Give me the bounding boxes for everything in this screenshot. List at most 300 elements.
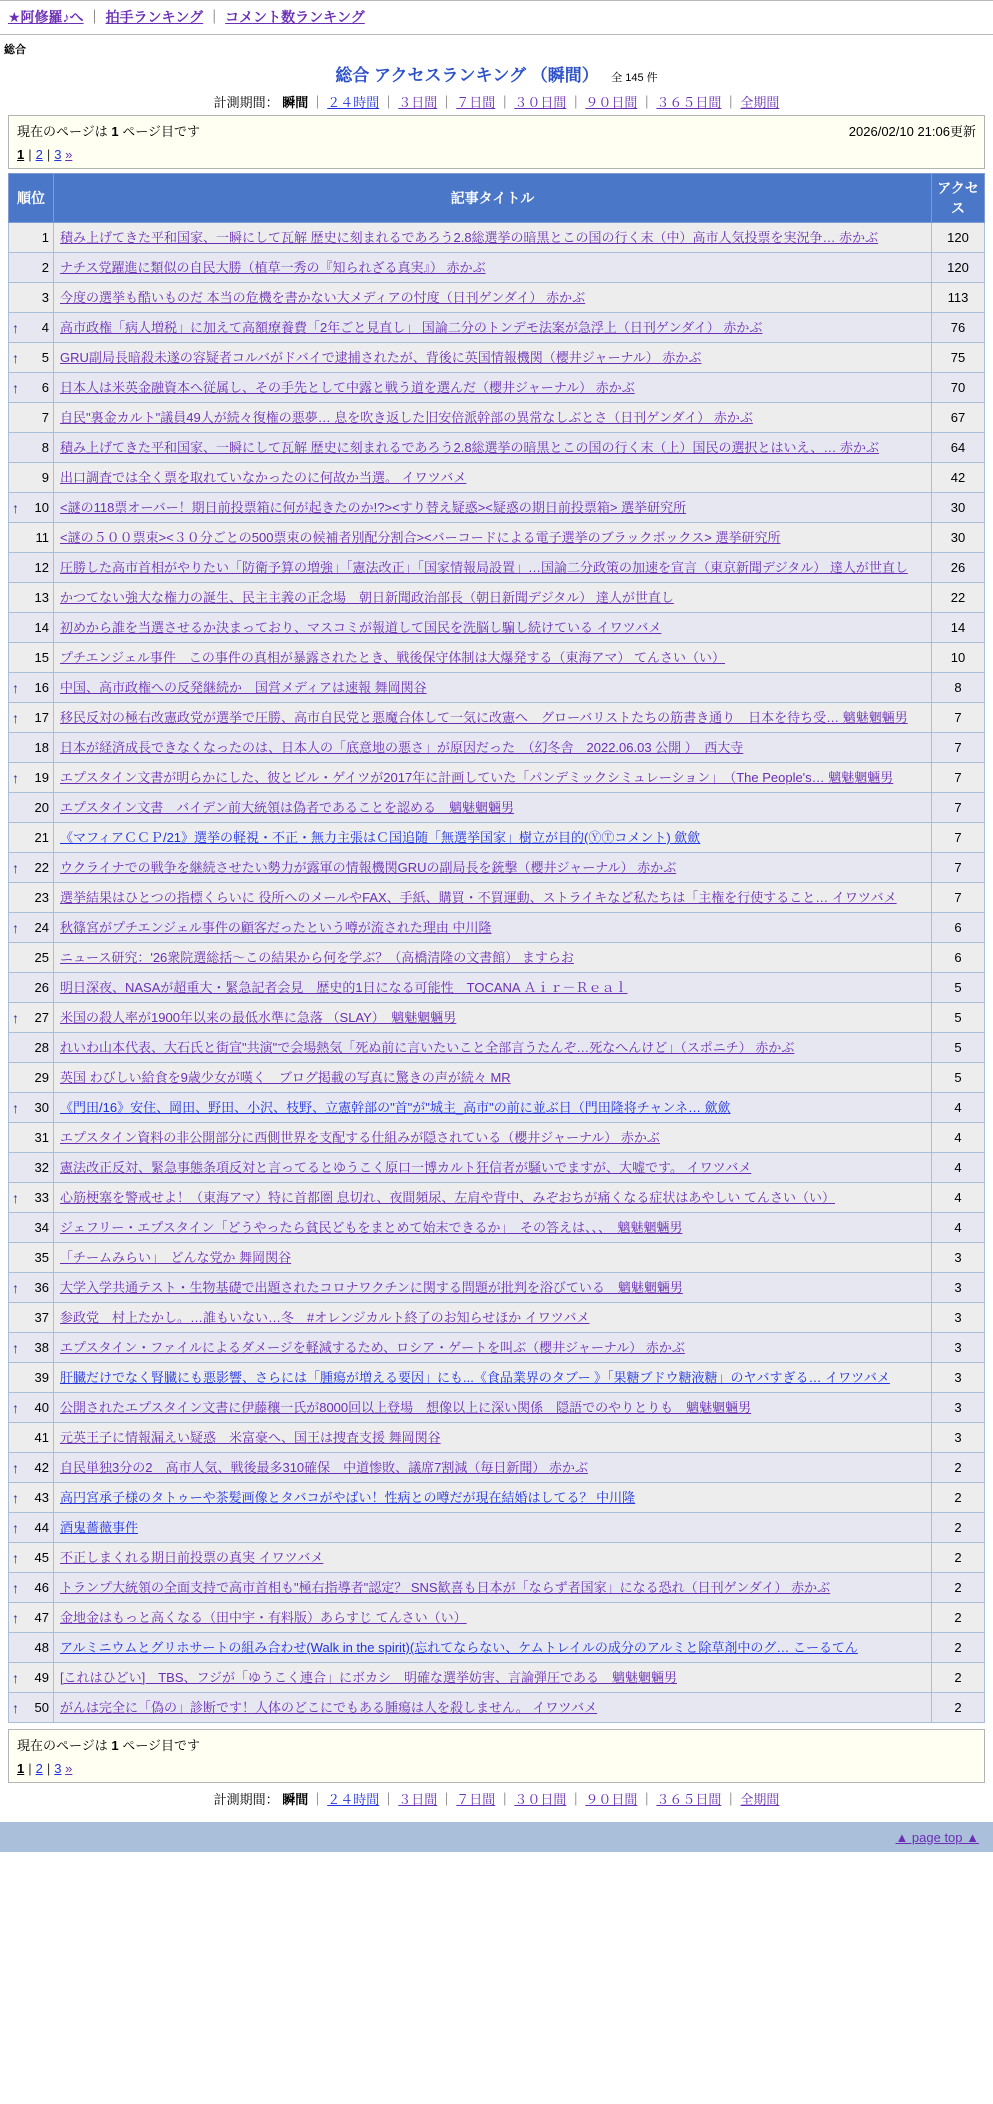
article-title-cell [54, 613, 932, 643]
table-row [9, 433, 985, 463]
access-count: 4 [932, 1213, 985, 1243]
article-link[interactable]: 選挙結果はひとつの指標くらいに 役所へのメールやFAX、手紙、購買・不買運動、ストライキなど私たちは「主権を行使すること… イワツバメ [60, 890, 897, 905]
table-row [9, 673, 985, 703]
rank-cell [9, 313, 54, 343]
article-title-cell [54, 853, 932, 883]
article-link[interactable]: 中国、高市政権への反発継続か 国営メディアは速報 舞岡関谷 [60, 680, 427, 695]
article-link[interactable]: ニュース研究：'26衆院選総括～この結果から何を学ぶ？（高橋清隆の文書館） ますらお [60, 950, 574, 965]
table-row [9, 733, 985, 763]
access-count: 120 [932, 223, 985, 253]
article-title-cell [54, 1393, 932, 1423]
rank-number: 31 [34, 1130, 49, 1145]
page-link[interactable]: 2 [35, 1761, 43, 1776]
next-page-link[interactable]: » [65, 147, 73, 162]
rank-up-icon: ↑ [12, 1669, 19, 1686]
article-title-cell [54, 1543, 932, 1573]
rank-number: 38 [34, 1340, 49, 1355]
rank-cell [9, 823, 54, 853]
top-nav-bar [0, 0, 993, 35]
table-row [9, 1393, 985, 1423]
article-link[interactable]: 肝臓だけでなく腎臓にも悪影響、さらには「腫瘍が増える要因」にも...《食品業界のタブー 》「果糖ブドウ糖液糖」のヤバすぎる… イワツバメ [60, 1370, 890, 1385]
table-row [9, 1183, 985, 1213]
rank-up-icon: ↑ [12, 1699, 19, 1716]
article-link[interactable]: ジェフリー・エプスタイン「どうやったら貧民どもをまとめて始末できるか」 その答えは、、、 魑魅魍魎男 [60, 1220, 683, 1235]
table-row [9, 1213, 985, 1243]
pagination-panel-top [8, 115, 985, 169]
access-count: 76 [932, 313, 985, 343]
rank-number: 45 [34, 1550, 49, 1565]
article-title-cell [54, 1093, 932, 1123]
rank-number: 8 [41, 440, 49, 455]
access-count: 2 [932, 1543, 985, 1573]
article-link[interactable]: ナチス党躍進に類似の自民大勝（植草一秀の『知られざる真実』） 赤かぶ [60, 260, 486, 275]
rank-number: 16 [34, 680, 49, 695]
period-separator: ｜ [498, 1792, 512, 1807]
article-link[interactable]: 圧勝した高市首相がやりたい「防衛予算の増強」「憲法改正」「国家情報局設置」…国論二分政策の加速を宣言（東京新聞デジタル） 達人が世直し [60, 560, 908, 575]
article-link[interactable]: 日本が経済成長できなくなったのは、日本人の「底意地の悪さ」が原因だった （幻冬舎 2022.06.03 公開 ） 西大寺 [60, 740, 744, 755]
period-separator: ｜ [311, 1792, 325, 1807]
period-label: 計測期間： [213, 95, 279, 110]
rank-cell [9, 643, 54, 673]
table-row [9, 973, 985, 1003]
article-title-cell [54, 373, 932, 403]
access-count: 22 [932, 583, 985, 613]
access-count: 4 [932, 1123, 985, 1153]
period-option[interactable]: ９０日間 [585, 1792, 638, 1807]
article-title-cell [54, 1243, 932, 1273]
table-row [9, 553, 985, 583]
rank-cell [9, 763, 54, 793]
table-row [9, 1603, 985, 1633]
page-link[interactable]: 3 [54, 1761, 62, 1776]
table-row [9, 913, 985, 943]
rank-number: 14 [34, 620, 49, 635]
article-link[interactable]: [これはひどい] TBS、フジが「ゆうこく連合」にボカシ 明確な選挙妨害、言論弾圧である 魑魅魍魎男 [60, 1670, 677, 1685]
nav-separator: ｜ [207, 9, 222, 25]
rank-cell [9, 403, 54, 433]
article-title-cell [54, 703, 932, 733]
article-link[interactable]: 酒鬼薔薇事件 [60, 1520, 139, 1535]
article-title-cell [54, 1033, 932, 1063]
rank-up-icon: ↑ [12, 1609, 19, 1626]
article-link[interactable]: アルミニウムとグリホサートの組み合わせ(Walk in the spirit)(忘れてならない、ケムトレイルの成分のアルミと除草剤中のグ… こーるてん [60, 1640, 858, 1655]
rank-number: 7 [41, 410, 49, 425]
rank-cell [9, 373, 54, 403]
rank-up-icon: ↑ [12, 499, 19, 516]
rank-number: 23 [34, 890, 49, 905]
period-option[interactable]: ３日間 [398, 1792, 438, 1807]
access-count: 8 [932, 673, 985, 703]
article-link[interactable]: 英国 わびしい給食を9歳少女が嘆く ブログ掲載の写真に驚きの声が続々 MR [60, 1070, 511, 1085]
article-title-cell [54, 1633, 932, 1663]
period-separator: ｜ [498, 95, 512, 110]
rank-cell [9, 913, 54, 943]
rank-up-icon: ↑ [12, 1519, 19, 1536]
rank-cell [9, 1453, 54, 1483]
table-row [9, 463, 985, 493]
article-title-cell [54, 493, 932, 523]
access-count: 3 [932, 1363, 985, 1393]
table-row [9, 1093, 985, 1123]
page-top-link[interactable]: ▲ page top ▲ [895, 1829, 979, 1845]
article-link[interactable]: GRU副局長暗殺未遂の容疑者コルバがドバイで逮捕されたが、背後に英国情報機関（櫻井ジャーナル） 赤かぶ [60, 350, 702, 365]
table-row [9, 763, 985, 793]
rank-number: 1 [41, 230, 49, 245]
article-link[interactable]: 積み上げてきた平和国家、一瞬にして瓦解 歴史に刻まれるであろう2.8総選挙の暗黒とこの国の行く末（上）国民の選択とはいえ、… 赤かぶ [60, 440, 879, 455]
table-row [9, 793, 985, 823]
period-option[interactable]: ３６５日間 [656, 1792, 722, 1807]
table-row [9, 1153, 985, 1183]
rank-number: 50 [34, 1700, 49, 1715]
rank-number: 6 [41, 380, 49, 395]
rank-number: 49 [34, 1670, 49, 1685]
rank-cell [9, 223, 54, 253]
access-count: 70 [932, 373, 985, 403]
period-option[interactable]: ２４時間 [327, 95, 380, 110]
rank-cell [9, 493, 54, 523]
rank-cell [9, 1033, 54, 1063]
pagination-links-bottom [17, 1761, 976, 1776]
rank-up-icon: ↑ [12, 1579, 19, 1596]
page-separator: | [46, 1761, 51, 1776]
rank-up-icon: ↑ [12, 679, 19, 696]
ranking-table [8, 173, 985, 1723]
table-row [9, 343, 985, 373]
rank-cell [9, 1423, 54, 1453]
article-title-cell [54, 523, 932, 553]
table-row [9, 493, 985, 523]
article-link[interactable]: 出口調査では全く票を取れていなかったのに何故か当選。 イワツバメ [60, 470, 467, 485]
period-separator: ｜ [569, 95, 583, 110]
article-title-cell [54, 1213, 932, 1243]
table-row [9, 823, 985, 853]
period-separator: ｜ [724, 95, 738, 110]
article-title-cell [54, 1423, 932, 1453]
access-count: 64 [932, 433, 985, 463]
article-title-cell [54, 1273, 932, 1303]
rank-number: 42 [34, 1460, 49, 1475]
page-top-bar [0, 1822, 993, 1852]
article-title-cell [54, 1063, 932, 1093]
page-info: 現在のページは 1 ページ目です [17, 1738, 200, 1753]
rank-cell [9, 283, 54, 313]
article-link[interactable]: 明日深夜、NASAが超重大・緊急記者会見 歴史的1日になる可能性 TOCANA Ａｉｒ－Ｒｅａｌ [60, 980, 628, 995]
rank-cell [9, 1363, 54, 1393]
rank-number: 12 [34, 560, 49, 575]
table-row [9, 853, 985, 883]
next-page-link[interactable]: » [65, 1761, 73, 1776]
article-link[interactable]: エプスタイン文書 バイデン前大統領は偽者であることを認める 魑魅魍魎男 [60, 800, 514, 815]
rank-number: 46 [34, 1580, 49, 1595]
rank-cell [9, 1513, 54, 1543]
article-title-cell [54, 283, 932, 313]
rank-up-icon: ↑ [12, 1339, 19, 1356]
page-title: 総合 アクセスランキング （瞬間） [335, 66, 599, 85]
rank-cell [9, 1333, 54, 1363]
table-row [9, 1693, 985, 1723]
rank-number: 11 [35, 530, 49, 545]
period-separator: ｜ [382, 95, 396, 110]
rank-cell [9, 1123, 54, 1153]
table-row [9, 583, 985, 613]
rank-up-icon: ↑ [12, 1459, 19, 1476]
article-link[interactable]: <謎の118票オーバー！期日前投票箱に何が起きたのか!?><すり替え疑惑><疑惑の期日前投票箱> 選挙研究所 [60, 500, 687, 515]
article-link[interactable]: 秋篠宮がプチエンジェル事件の顧客だったという噂が流された理由 中川隆 [60, 920, 492, 935]
column-header-access: アクセス [932, 174, 985, 223]
article-title-cell [54, 1603, 932, 1633]
rank-cell [9, 1573, 54, 1603]
article-title-cell [54, 583, 932, 613]
table-row [9, 703, 985, 733]
article-link[interactable]: 元英王子に情報漏えい疑惑 米富豪へ、国王は捜査支援 舞岡関谷 [60, 1430, 441, 1445]
rank-cell [9, 943, 54, 973]
article-link[interactable]: 自民"裏金カルト"議員49人が続々復権の悪夢… 息を吹き返した旧安倍派幹部の異常なしぶとさ（日刊ゲンダイ） 赤かぶ [60, 410, 753, 425]
article-link[interactable]: かつてない強大な権力の誕生、民主主義の正念場 朝日新聞政治部長（朝日新聞デジタル） 達人が世直し [60, 590, 674, 605]
rank-number: 22 [34, 860, 49, 875]
table-row [9, 1243, 985, 1273]
rank-number: 41 [34, 1430, 49, 1445]
article-link[interactable]: 自民単独3分の2 高市人気、戦後最多310確保 中道惨敗、議席7割減（毎日新聞） 赤かぶ [60, 1460, 588, 1475]
table-header-row [9, 174, 985, 223]
period-option[interactable]: ７日間 [456, 1792, 496, 1807]
rank-number: 13 [34, 590, 49, 605]
article-link[interactable]: 日本人は米英金融資本へ従属し、その手先として中露と戦う道を選んだ（櫻井ジャーナル） 赤かぶ [60, 380, 635, 395]
article-title-cell [54, 1693, 932, 1723]
article-title-cell [54, 403, 932, 433]
rank-number: 10 [34, 500, 49, 515]
rank-number: 40 [34, 1400, 49, 1415]
rank-number: 21 [34, 830, 49, 845]
article-title-cell [54, 553, 932, 583]
page-link[interactable]: 2 [35, 147, 43, 162]
article-link[interactable]: 憲法改正反対、緊急事態条項反対と言ってるとゆうこく原口一博カルト狂信者が騒いでますが、大嘘です。 イワツバメ [60, 1160, 752, 1175]
article-title-cell [54, 463, 932, 493]
access-count: 7 [932, 793, 985, 823]
article-title-cell [54, 313, 932, 343]
article-title-cell [54, 343, 932, 373]
article-title-cell [54, 1003, 932, 1033]
rank-number: 33 [34, 1190, 49, 1205]
nav-link-asyura-home[interactable]: ★阿修羅♪へ [8, 9, 84, 25]
table-row [9, 883, 985, 913]
table-row [9, 1453, 985, 1483]
rank-cell [9, 583, 54, 613]
access-count: 5 [932, 1063, 985, 1093]
rank-number: 47 [34, 1610, 49, 1625]
article-link[interactable]: 高円宮承子様のタトゥーや茶髪画像とタバコがやばい！性病との噂だが現在結婚はしてる？ 中川隆 [60, 1490, 636, 1505]
rank-up-icon: ↑ [12, 769, 19, 786]
article-link[interactable]: がんは完全に「偽の」診断です！人体のどこにでもある腫瘍は人を殺しません。 イワツバメ [60, 1700, 598, 1715]
article-title-cell [54, 1573, 932, 1603]
rank-cell [9, 973, 54, 1003]
rank-up-icon: ↑ [12, 1549, 19, 1566]
article-link[interactable]: 初めから誰を当選させるか決まっており、マスコミが報道して国民を洗脳し騙し続けている イワツバメ [60, 620, 662, 635]
access-count: 2 [932, 1573, 985, 1603]
page-info: 現在のページは 1 ページ目です [17, 124, 200, 139]
article-link[interactable]: 積み上げてきた平和国家、一瞬にして瓦解 歴史に刻まれるであろう2.8総選挙の暗黒とこの国の行く末（中）高市人気投票を実況争… 赤かぶ [60, 230, 879, 245]
article-link[interactable]: <謎の５００票束><３０分ごとの500票束の候補者別配分割合><バーコードによる電子選挙のブラックボックス> 選挙研究所 [60, 530, 781, 545]
table-row [9, 223, 985, 253]
rank-up-icon: ↑ [12, 349, 19, 366]
table-row [9, 643, 985, 673]
article-title-cell [54, 823, 932, 853]
period-option[interactable]: ３０日間 [514, 95, 567, 110]
access-count: 113 [932, 283, 985, 313]
rank-up-icon: ↑ [12, 379, 19, 396]
period-option[interactable]: ３６５日間 [656, 95, 722, 110]
article-link[interactable]: エプスタイン・ファイルによるダメージを軽減するため、ロシア・ゲートを叫ぶ（櫻井ジャーナル） 赤かぶ [60, 1340, 685, 1355]
rank-number: 18 [34, 740, 49, 755]
article-title-cell [54, 763, 932, 793]
rank-cell [9, 523, 54, 553]
table-row [9, 373, 985, 403]
rank-cell [9, 553, 54, 583]
rank-cell [9, 1483, 54, 1513]
article-link[interactable]: 公開されたエプスタイン文書に伊藤穰一氏が8000回以上登場 想像以上に深い関係 隠語でのやりとりも 魑魅魍魎男 [60, 1400, 752, 1415]
rank-number: 32 [34, 1160, 49, 1175]
nav-link-comment-ranking[interactable]: コメント数ランキング [225, 9, 365, 25]
article-link[interactable]: エプスタイン文書が明らかにした、彼とビル・ゲイツが2017年に計画していた「パンデミックシミュレーション」 （The People's… 魑魅魍魎男 [60, 770, 894, 785]
access-count: 30 [932, 523, 985, 553]
table-row [9, 613, 985, 643]
access-count: 7 [932, 733, 985, 763]
period-bar-bottom [0, 1789, 993, 1808]
article-title-cell [54, 913, 932, 943]
rank-cell [9, 1183, 54, 1213]
access-count: 4 [932, 1093, 985, 1123]
access-count: 5 [932, 973, 985, 1003]
article-link[interactable]: プチエンジェル事件 この事件の真相が暴露されたとき、戦後保守体制は大爆発する（東海アマ） てんさい（い） [60, 650, 725, 665]
table-row [9, 283, 985, 313]
period-bar-top [0, 92, 993, 111]
table-row [9, 253, 985, 283]
access-count: 42 [932, 463, 985, 493]
article-link[interactable]: 移民反対の極右改憲政党が選挙で圧勝、高市自民党と悪魔合体して一気に改憲へ グローバリストたちの筋書き通り 日本を待ち受… 魑魅魍魎男 [60, 710, 908, 725]
article-link[interactable]: 「チームみらい」 どんな党か 舞岡関谷 [60, 1250, 292, 1265]
table-row [9, 403, 985, 433]
article-link[interactable]: 参政党 村上たかし。…誰もいない…冬 #オレンジカルト終了のお知らせほか イワツバメ [60, 1310, 590, 1325]
rank-number: 35 [34, 1250, 49, 1265]
period-separator: ｜ [440, 95, 454, 110]
page-title-line [0, 61, 993, 86]
article-title-cell [54, 1453, 932, 1483]
access-count: 7 [932, 703, 985, 733]
period-option[interactable]: ３日間 [398, 95, 438, 110]
article-title-cell [54, 643, 932, 673]
article-link[interactable]: トランプ大統領の全面支持で高市首相も"極右指導者"認定？ SNS歓喜も日本が「ならず者国家」になる恐れ（日刊ゲンダイ） 赤かぶ [60, 1580, 831, 1595]
period-separator: ｜ [382, 1792, 396, 1807]
article-link[interactable]: れいわ山本代表、大石氏と街宣"共演"で会場熱気「死ぬ前に言いたいこと全部言うたんぞ…死なへんけど」（スポニチ） 赤かぶ [60, 1040, 795, 1055]
column-header-rank: 順位 [9, 174, 54, 223]
table-row [9, 1273, 985, 1303]
access-count: 2 [932, 1453, 985, 1483]
article-link[interactable]: 高市政権「病人増税」に加えて高額療養費「2年ごと見直し」 国論二分のトンデモ法案が急浮上（日刊ゲンダイ） 赤かぶ [60, 320, 763, 335]
access-count: 5 [932, 1033, 985, 1063]
period-option[interactable]: ７日間 [456, 95, 496, 110]
article-link[interactable]: 金地金はもっと高くなる（田中宇・有料版）あらすじ てんさい（い） [60, 1610, 467, 1625]
article-title-cell [54, 1123, 932, 1153]
table-row [9, 1423, 985, 1453]
access-count: 2 [932, 1513, 985, 1543]
access-count: 10 [932, 643, 985, 673]
article-title-cell [54, 793, 932, 823]
article-link[interactable]: ウクライナでの戦争を継続させたい勢力が露軍の情報機関GRUの副局長を銃撃（櫻井ジャーナル） 赤かぶ [60, 860, 677, 875]
period-option[interactable]: ３０日間 [514, 1792, 567, 1807]
article-title-cell [54, 223, 932, 253]
article-link[interactable]: 心筋梗塞を警戒せよ！（東海アマ）特に首都圏 息切れ、夜間頻尿、左肩や背中、みぞおちが痛くなる症状はあやしい てんさい（い） [60, 1190, 836, 1205]
access-count: 3 [932, 1243, 985, 1273]
page-link-current: 1 [17, 147, 25, 162]
article-link[interactable]: 不正しまくれる期日前投票の真実 イワツバメ [60, 1550, 324, 1565]
access-count: 26 [932, 553, 985, 583]
article-link[interactable]: 大学入学共通テスト・生物基礎で出題されたコロナワクチンに関する問題が批判を浴びている 魑魅魍魎男 [60, 1280, 683, 1295]
period-option[interactable]: 全期間 [740, 1792, 780, 1807]
rank-number: 43 [34, 1490, 49, 1505]
rank-number: 29 [34, 1070, 49, 1085]
article-link[interactable]: 《門田/16》安住、岡田、野田、小沢、枝野、立憲幹部の"首"が"城主_高市"の前に並ぶ日（門田隆将チャンネ… 歛歛 [60, 1100, 731, 1115]
rank-number: 27 [34, 1010, 49, 1025]
rank-cell [9, 1003, 54, 1033]
rank-number: 24 [34, 920, 49, 935]
nav-link-clap-ranking[interactable]: 拍手ランキング [105, 9, 204, 25]
period-separator: ｜ [640, 95, 654, 110]
access-count: 7 [932, 823, 985, 853]
rank-up-icon: ↑ [12, 1189, 19, 1206]
rank-number: 39 [34, 1370, 49, 1385]
rank-number: 5 [41, 350, 49, 365]
access-count: 3 [932, 1303, 985, 1333]
article-title-cell [54, 883, 932, 913]
article-title-cell [54, 1363, 932, 1393]
column-header-title: 記事タイトル [54, 174, 932, 223]
article-link[interactable]: 今度の選挙も酷いものだ 本当の危機を書かない大メディアの忖度（日刊ゲンダイ） 赤かぶ [60, 290, 586, 305]
article-link[interactable]: 米国の殺人率が1900年以来の最低水準に急落 （SLAY） 魑魅魍魎男 [60, 1010, 457, 1025]
rank-up-icon: ↑ [12, 319, 19, 336]
rank-number: 3 [41, 290, 49, 305]
rank-cell [9, 853, 54, 883]
article-link[interactable]: 《マフィアＣＣＰ/21》選挙の軽視・不正・無力主張はＣ国追随「無選挙国家」樹立が目的(ⓎⓉコメント) 歛歛 [60, 830, 701, 845]
access-count: 3 [932, 1423, 985, 1453]
category-label: 総合 [4, 44, 26, 56]
rank-number: 17 [34, 710, 49, 725]
period-option[interactable]: ２４時間 [327, 1792, 380, 1807]
period-separator: ｜ [311, 95, 325, 110]
table-row [9, 1003, 985, 1033]
rank-number: 28 [34, 1040, 49, 1055]
access-count: 3 [932, 1333, 985, 1363]
access-count: 5 [932, 1003, 985, 1033]
rank-cell [9, 883, 54, 913]
period-option[interactable]: ９０日間 [585, 95, 638, 110]
rank-cell [9, 1633, 54, 1663]
period-option-current: 瞬間 [282, 95, 309, 110]
rank-number: 34 [34, 1220, 49, 1235]
access-count: 6 [932, 943, 985, 973]
article-title-cell [54, 433, 932, 463]
rank-number: 26 [34, 980, 49, 995]
rank-cell [9, 463, 54, 493]
table-row [9, 943, 985, 973]
article-link[interactable]: エプスタイン資料の非公開部分に西側世界を支配する仕組みが隠されている（櫻井ジャーナル） 赤かぶ [60, 1130, 660, 1145]
table-row [9, 313, 985, 343]
rank-cell [9, 1273, 54, 1303]
period-option[interactable]: 全期間 [740, 95, 780, 110]
article-title-cell [54, 733, 932, 763]
access-count: 6 [932, 913, 985, 943]
article-title-cell [54, 1513, 932, 1543]
page-link[interactable]: 3 [54, 147, 62, 162]
rank-cell [9, 1303, 54, 1333]
